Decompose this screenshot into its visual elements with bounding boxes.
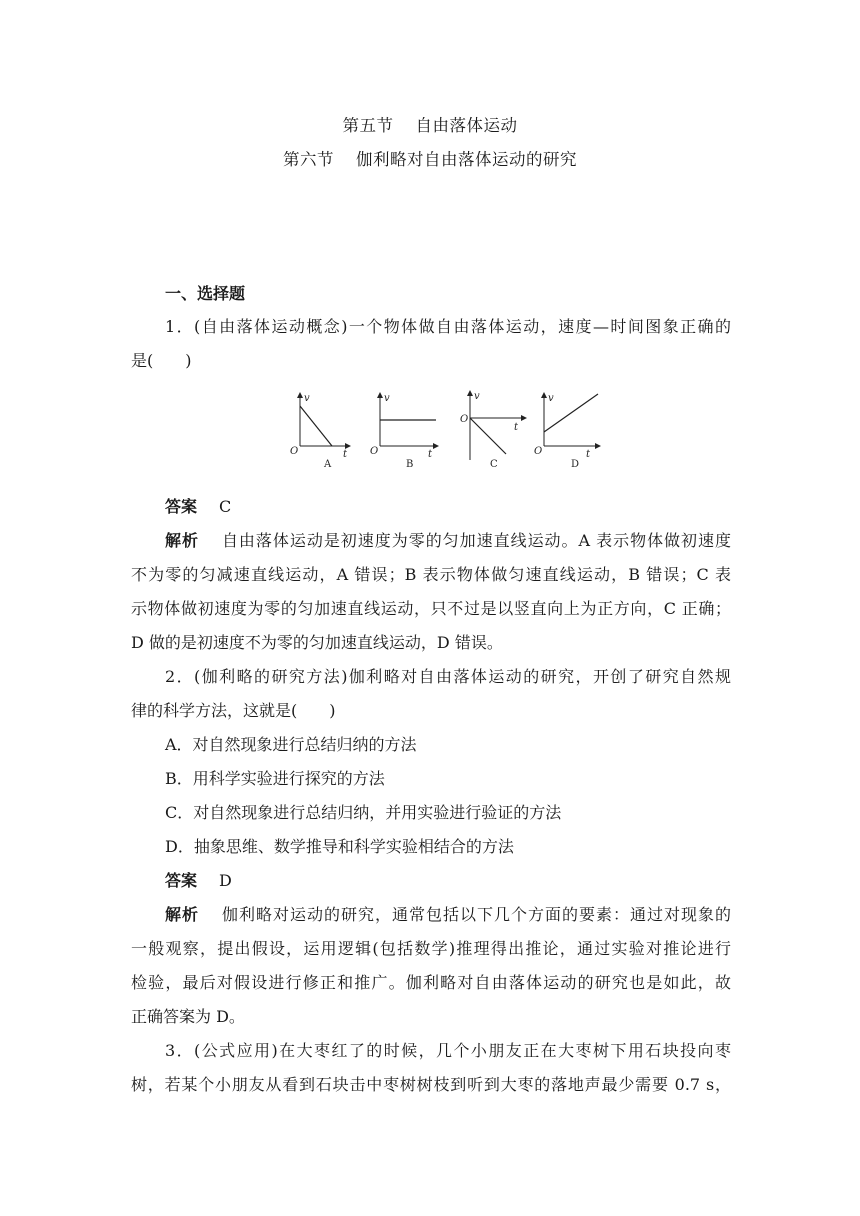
q1-analysis-label: 解析 xyxy=(165,531,199,550)
graph-d-v-label: v xyxy=(548,393,554,404)
graph-c-v-label: v xyxy=(474,391,480,402)
graph-b-t-label: t xyxy=(428,449,433,460)
q1-analysis-line-2: 不为零的匀减速直线运动，A 错误；B 表示物体做匀速直线运动，B 错误；C 表 xyxy=(131,565,731,584)
graph-b-origin: O xyxy=(370,446,379,457)
q1-analysis-line-1 xyxy=(165,528,731,551)
title-line-2 xyxy=(0,146,860,170)
vt-graphs-svg xyxy=(288,388,608,478)
graph-d-caption: D xyxy=(571,459,580,470)
q2-analysis-text-1: 伽利略对运动的研究，通常包括以下几个方面的要素：通过对现象的 xyxy=(221,905,731,924)
graph-b-v-label: v xyxy=(384,393,390,404)
q2-stem-line-1: 2．(伽利略的研究方法)伽利略对自由落体运动的研究，开创了研究自然规 xyxy=(165,667,731,686)
q2-analysis-line-4: 正确答案为 D。 xyxy=(131,1007,245,1026)
q1-answer-value: C xyxy=(219,497,232,516)
graph-b xyxy=(370,393,438,470)
q1-analysis-line-3: 示物体做初速度为零的匀加速直线运动，只不过是以竖直向上为正方向，C 正确； xyxy=(131,599,731,618)
title-section-5: 第五节 xyxy=(342,116,394,135)
q1-stem-line-2: 是( ) xyxy=(131,351,192,370)
q2-analysis-label: 解析 xyxy=(165,905,199,924)
q2-answer-value: D xyxy=(219,871,232,890)
graph-c-line xyxy=(470,418,506,454)
q1-analysis-text-1: 自由落体运动是初速度为零的匀加速直线运动。A 表示物体做初速度 xyxy=(220,531,731,550)
q2-answer xyxy=(165,868,731,891)
graph-a-t-label: t xyxy=(343,449,348,460)
graph-a-caption: A xyxy=(324,459,332,470)
q2-analysis-line-1 xyxy=(165,902,731,925)
graph-d xyxy=(534,393,600,470)
graph-a xyxy=(290,393,350,470)
q2-answer-label: 答案 xyxy=(165,871,198,890)
q1-vt-graphs-figure xyxy=(288,388,608,478)
q2-analysis-line-3: 检验，最后对假设进行修正和推广。伽利略对自由落体运动的研究也是如此，故 xyxy=(131,973,731,992)
title-galileo-study: 伽利略对自由落体运动的研究 xyxy=(356,150,577,169)
graph-d-origin: O xyxy=(534,446,543,457)
q2-stem-line-2: 律的科学方法，这就是( ) xyxy=(131,701,336,720)
q2-option-c: C．对自然现象进行总结归纳，并用实验进行验证的方法 xyxy=(165,803,562,822)
graph-c-origin: O xyxy=(460,414,469,425)
section-heading: 一、选择题 xyxy=(165,284,246,303)
q3-stem-line-1: 3．(公式应用)在大枣红了的时候，几个小朋友正在大枣树下用石块投向枣 xyxy=(165,1041,731,1060)
title-section-6: 第六节 xyxy=(283,150,334,169)
q2-analysis-line-2: 一般观察，提出假设，运用逻辑(包括数学)推理得出推论，通过实验对推论进行 xyxy=(131,939,731,958)
graph-a-v-label: v xyxy=(304,393,310,404)
graph-c-caption: C xyxy=(490,459,498,470)
graph-c xyxy=(460,391,526,470)
q1-stem-line-1: 1．(自由落体运动概念)一个物体做自由落体运动，速度—时间图象正确的 xyxy=(165,317,731,336)
graph-d-t-label: t xyxy=(586,449,591,460)
q2-option-a: A．对自然现象进行总结归纳的方法 xyxy=(165,735,417,754)
q2-option-d: D．抽象思维、数学推导和科学实验相结合的方法 xyxy=(165,837,514,856)
q1-analysis-line-4: D 做的是初速度不为零的匀加速直线运动，D 错误。 xyxy=(131,633,503,652)
title-free-fall: 自由落体运动 xyxy=(415,116,518,135)
q2-option-b: B．用科学实验进行探究的方法 xyxy=(165,769,385,788)
title-line-1 xyxy=(0,112,860,136)
graph-c-t-label: t xyxy=(514,422,519,433)
graph-a-line xyxy=(300,406,332,446)
graph-a-origin: O xyxy=(290,446,299,457)
q1-answer-label: 答案 xyxy=(165,497,198,516)
graph-b-caption: B xyxy=(406,459,414,470)
q1-answer xyxy=(165,494,731,517)
q3-stem-line-2: 树，若某个小朋友从看到石块击中枣树树枝到听到大枣的落地声最少需要 0.7 s， xyxy=(131,1075,731,1094)
